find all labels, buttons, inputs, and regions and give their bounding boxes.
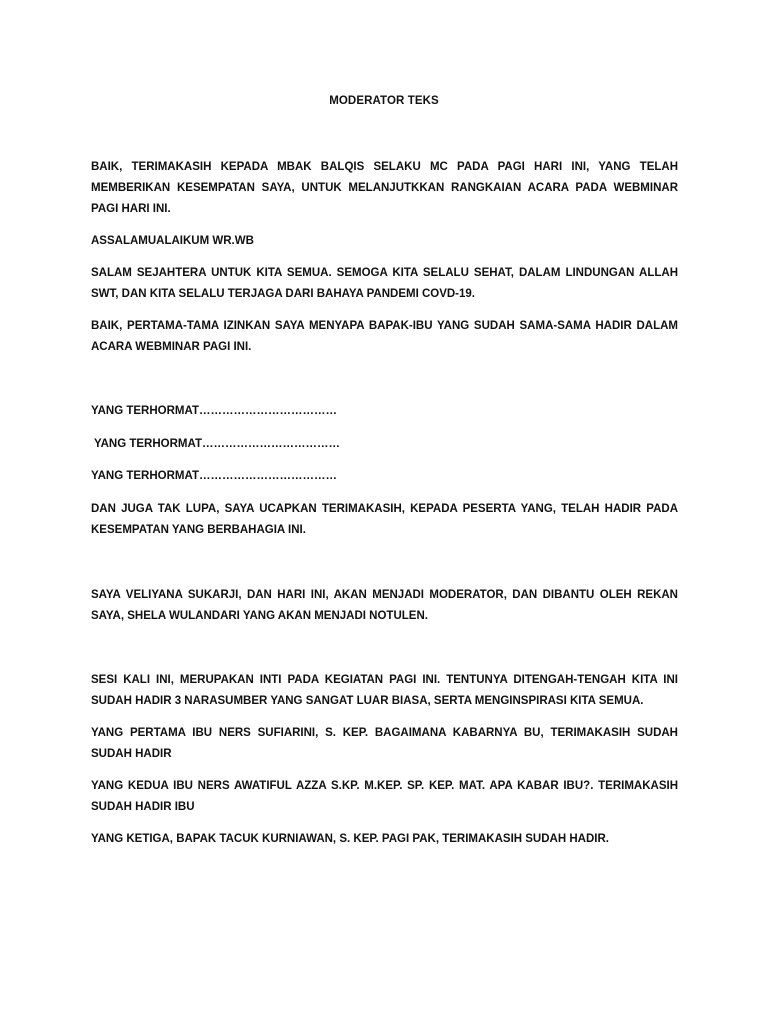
paragraph-izin-menyapa: BAIK, PERTAMA-TAMA IZINKAN SAYA MENYAPA BAPAK-IBU YANG SUDAH SAMA-SAMA HADIR DALAM ACARA WEBMINAR PAGI INI. xyxy=(91,320,678,353)
paragraph-thanks-peserta: DAN JUGA TAK LUPA, SAYA UCAPKAN TERIMAKASIH, KEPADA PESERTA YANG, TELAH HADIR PADA KESEMPATAN YANG BERBAHAGIA INI. xyxy=(91,503,678,536)
paragraph-narasumber-2: YANG KEDUA IBU NERS AWATIFUL AZZA S.KP. M.KEP. SP. KEP. MAT. APA KABAR IBU?. TERIMAKASIH SUDAH HADIR IBU xyxy=(91,780,678,813)
paragraph-sesi-inti: SESI KALI INI, MERUPAKAN INTI PADA KEGIATAN PAGI INI. TENTUNYA DITENGAH-TENGAH KITA INI SUDAH HADIR 3 NARASUMBER YANG SANGAT LUAR BIASA, SERTA MENGINSPIRASI KITA SEMUA. xyxy=(91,674,678,707)
paragraph-moderator-intro: SAYA VELIYANA SUKARJI, DAN HARI INI, AKAN MENJADI MODERATOR, DAN DIBANTU OLEH REKAN SAYA, SHELA WULANDARI YANG AKAN MENJADI NOTULEN. xyxy=(91,589,678,622)
paragraph-greeting: ASSALAMUALAIKUM WR.WB xyxy=(91,235,254,247)
paragraph-salam: SALAM SEJAHTERA UNTUK KITA SEMUA. SEMOGA KITA SELALU SEHAT, DALAM LINDUNGAN ALLAH SWT, DAN KITA SELALU TERJAGA DARI BAHAYA PANDEMI COVD-19. xyxy=(91,267,678,300)
paragraph-narasumber-3: YANG KETIGA, BAPAK TACUK KURNIAWAN, S. KEP. PAGI PAK, TERIMAKASIH SUDAH HADIR. xyxy=(91,833,609,845)
paragraph-terhormat-2: YANG TERHORMAT……………………………… xyxy=(94,438,340,450)
paragraph-narasumber-1: YANG PERTAMA IBU NERS SUFIARINI, S. KEP. BAGAIMANA KABARNYA BU, TERIMAKASIH SUDAH SUDAH HADIR xyxy=(91,727,678,760)
paragraph-terhormat-3: YANG TERHORMAT……………………………… xyxy=(91,470,337,482)
document-title: MODERATOR TEKS xyxy=(329,95,439,107)
paragraph-opening-thanks: BAIK, TERIMAKASIH KEPADA MBAK BALQIS SELAKU MC PADA PAGI HARI INI, YANG TELAH MEMBERIKAN KESEMPATAN SAYA, UNTUK MELANJUTKKAN RANGKAIAN ACARA PADA WEBMINAR PAGI HARI INI. xyxy=(91,161,678,215)
paragraph-terhormat-1: YANG TERHORMAT……………………………… xyxy=(91,405,337,417)
